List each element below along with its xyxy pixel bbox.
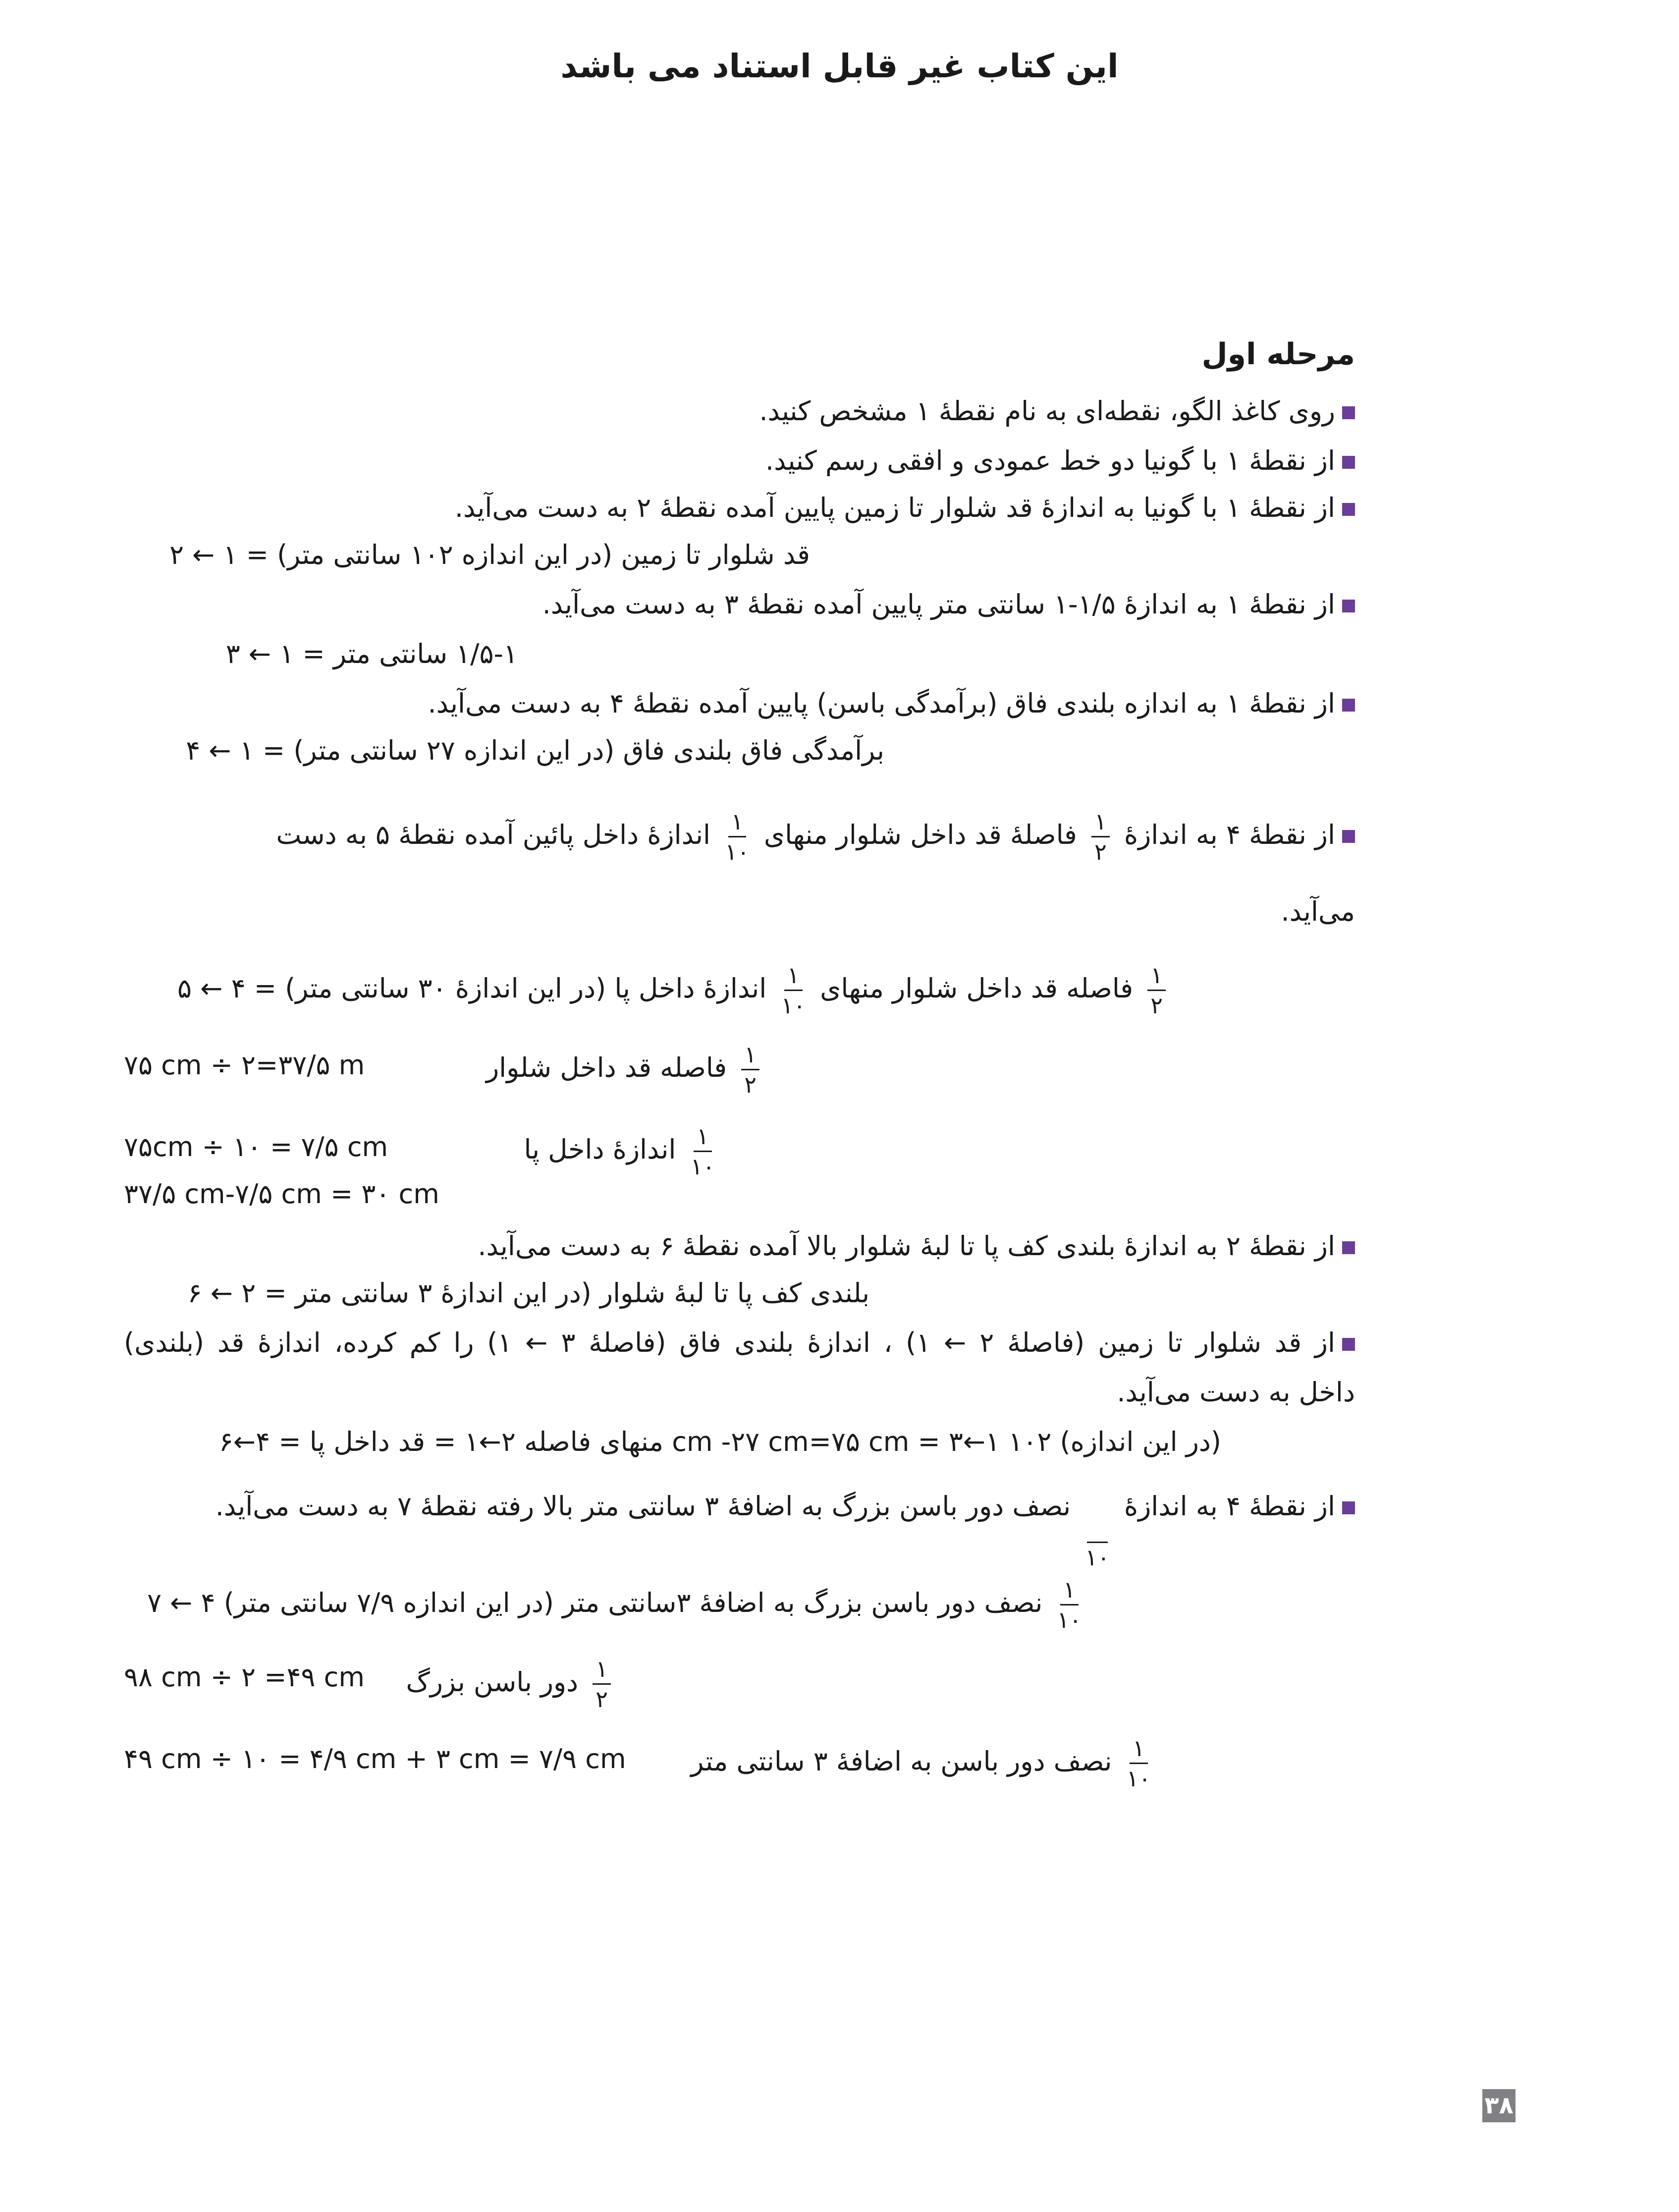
bullet-square-icon [1342,1501,1355,1514]
formula-subtract-calc: ۳۷/۵ cm-۷/۵ cm = ۳۰ cm [124,1178,439,1210]
formula-hip-half-label: $\frac{۱}{۲}$ دور باسن بزرگ [124,1650,617,1714]
formula-4-7: $\frac{۱}{۱۰}$ نصف دور باسن بزرگ به اضافهٔ ۳سانتی متر (در این اندازه ۷/۹ سانتی متر) ۴ ← ۷ [147,1576,1082,1633]
bullet-square-icon [1342,1338,1355,1351]
bullet-step-8-cont: داخل به دست می‌آید. [1117,1377,1355,1408]
fraction-tenth: $\frac{۱}{۱۰}$ [781,961,806,1019]
fraction-half: $\frac{۱}{۲}$ [741,1040,759,1099]
bullet-step-4: از نقطهٔ ۱ به اندازهٔ ۱/۵-۱ سانتی متر پایین آمده نقطهٔ ۳ به دست می‌آید. [124,585,1355,624]
bullet-square-icon [1342,830,1355,843]
formula-1-3: ۱/۵-۱ سانتی متر = ۱ ← ۳ [225,638,518,669]
section-title: مرحله اول [1201,337,1355,372]
page-header: این کتاب غیر قابل استناد می باشد [560,47,1119,85]
fraction-half: $\frac{۱}{۲}$ [1091,807,1110,866]
fraction-half: $\frac{۱}{۲}$ [1147,961,1166,1020]
fraction-tenth: $\frac{۱}{۱۰}$ [725,808,750,865]
page-number: ۳۸ [1482,2089,1516,2122]
formula-tenth-leg-calc: ۷۵cm ÷ ۱۰ = ۷/۵ cm [124,1131,388,1162]
fraction-tenth: $\frac{۱}{۱۰}$ [690,1122,715,1180]
fraction-tenth: ۱۰ [1085,1513,1109,1572]
bullet-square-icon [1342,456,1355,469]
fraction-tenth: $\frac{۱}{۱۰}$ [1057,1576,1082,1633]
formula-hip-tenth-label: $\frac{۱}{۱۰}$ نصف دور باسن به اضافهٔ ۳ سانتی متر [691,1734,1151,1792]
bullet-step-7: از نقطهٔ ۲ به اندازهٔ بلندی کف پا تا لبهٔ شلوار بالا آمده نقطهٔ ۶ به دست می‌آید. [124,1226,1355,1266]
fraction-half: $\frac{۱}{۲}$ [593,1655,611,1714]
bullet-step-8: از قد شلوار تا زمین (فاصلهٔ ۲ ← ۱) ، اندازهٔ بلندی فاق (فاصلهٔ ۳ ← ۱) را کم کرده، اندازهٔ قد (بلندی) [124,1323,1355,1363]
bullet-square-icon [1342,406,1355,419]
formula-half-inseam-calc: ۷۵ cm ÷ ۲=۳۷/۵ m [124,1050,365,1081]
formula-tenth-leg-label: $\frac{۱}{۱۰}$ اندازهٔ داخل پا [524,1122,715,1180]
bullet-step-5: از نقطهٔ ۱ به اندازه بلندی فاق (برآمدگی باسن) پایین آمده نقطهٔ ۴ به دست می‌آید. [124,684,1355,723]
formula-2-6: بلندی کف پا تا لبهٔ شلوار (در این اندازهٔ ۳ سانتی متر = ۲ ← ۶ [187,1277,869,1309]
fraction-tenth: $\frac{۱}{۱۰}$ [1126,1734,1151,1792]
formula-hip-half-calc: ۹۸ cm ÷ ۲ =۴۹ cm [124,1661,365,1693]
bullet-square-icon [1342,600,1355,612]
bullet-square-icon [1342,1241,1355,1254]
bullet-step-1: روی کاغذ الگو، نقطه‌ای به نام نقطهٔ ۱ مشخص کنید. [124,391,1355,431]
formula-4-5: $\frac{۱}{۲}$ فاصله قد داخل شلوار منهای $\frac{۱}{۱۰}$ اندازهٔ داخل پا (در این اندازهٔ ۳۰ سانتی متر) = ۴ ← ۵ [124,956,1172,1021]
formula-half-inseam-label: $\frac{۱}{۲}$ فاصله قد داخل شلوار [124,1036,765,1100]
formula-hip-tenth-calc: ۴۹ cm ÷ ۱۰ = ۴/۹ cm + ۳ cm = ۷/۹ cm [124,1743,626,1774]
bullet-square-icon [1342,503,1355,516]
formula-1-2: قد شلوار تا زمین (در این اندازه ۱۰۲ سانتی متر) = ۱ ← ۲ [169,539,810,570]
bullet-square-icon [1342,699,1355,712]
bullet-step-6-cont: می‌آید. [1281,896,1355,927]
bullet-step-2: از نقطهٔ ۱ با گونیا دو خط عمودی و افقی رسم کنید. [124,441,1355,481]
bullet-step-6: از نقطهٔ ۴ به اندازهٔ $\frac{۱}{۲}$ فاصلهٔ قد داخل شلوار منهای $\frac{۱}{۱۰}$ اندازهٔ داخل پائین آمده نقطهٔ ۵ به دست [124,803,1355,872]
bullet-step-3: از نقطهٔ ۱ با گونیا به اندازهٔ قد شلوار تا زمین پایین آمده نقطهٔ ۲ به دست می‌آید. [124,488,1355,528]
formula-1-4: برآمدگی فاق بلندی فاق (در این اندازه ۲۷ سانتی متر) = ۱ ← ۴ [186,735,884,766]
formula-4-6: (در این اندازه) ۱۰۲ cm -۲۷ cm=۷۵ cm = ۳←۱ منهای فاصله ۲←۱ = قد داخل پا = ۴←۶ [218,1426,1221,1457]
bullet-step-9: از نقطهٔ ۴ به اندازهٔ ۱۰ نصف دور باسن بزرگ به اضافهٔ ۳ سانتی متر بالا رفته نقطهٔ ۷ به دست می‌آید. [124,1487,1355,1556]
